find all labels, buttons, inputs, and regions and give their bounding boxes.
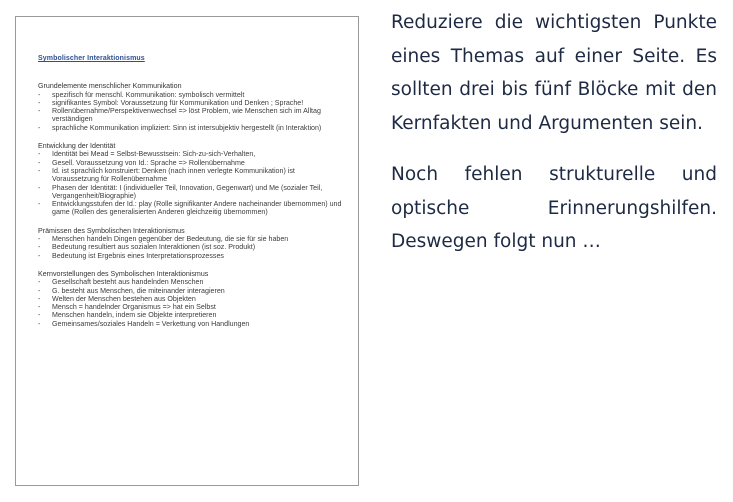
bullet-dash: - bbox=[38, 200, 41, 209]
list-item bbox=[38, 159, 343, 167]
list-item-text: Gesellschaft besteht aus handelnden Menschen bbox=[52, 278, 204, 287]
list-item-text: Bedeutung ist Ergebnis eines Interpretationsprozesses bbox=[52, 251, 224, 260]
list-item-text: Entwicklungsstufen der Id.: play (Rolle signifikanter Andere nacheinander übernommen) und game (Rollen des generalisierten Anderen gleichzeitig übernommen) bbox=[52, 200, 342, 217]
section-heading: Entwicklung der Identität bbox=[38, 142, 116, 151]
explanation-paragraph-1: Reduziere die wichtigsten Punkte eines Themas auf einer Seite. Es sollten drei bis fünf Blöcke mit den Kernfakten und Argumenten sein. bbox=[391, 12, 717, 134]
list-item-text: Bedeutung resultiert aus sozialen Interaktionen (ist soz. Produkt) bbox=[52, 243, 256, 252]
list-item-text: Welten der Menschen bestehen aus Objekten bbox=[52, 294, 196, 303]
document-content bbox=[38, 55, 343, 338]
document-page bbox=[15, 16, 359, 486]
list-item bbox=[38, 311, 343, 319]
list-item-text: Mensch = handelnder Organismus => hat ein Selbst bbox=[52, 303, 216, 312]
document-section bbox=[38, 270, 343, 328]
bullet-dash: - bbox=[38, 90, 41, 99]
list-item bbox=[38, 252, 343, 260]
bullet-dash: - bbox=[38, 251, 41, 260]
bullet-dash: - bbox=[38, 319, 41, 328]
section-heading: Grundelemente menschlicher Kommunikation bbox=[38, 82, 182, 91]
list-item-text: Menschen handeln Dingen gegenüber der Bedeutung, die sie für sie haben bbox=[52, 235, 289, 244]
list-item-text: Id. ist sprachlich konstruiert: Denken (nach innen verlegte Kommunikation) ist Voraussetzung für Rollenübernahme bbox=[52, 166, 295, 184]
bullet-dash: - bbox=[38, 311, 41, 320]
list-item bbox=[38, 295, 343, 303]
list-item bbox=[38, 184, 343, 201]
list-item bbox=[38, 99, 343, 107]
bullet-dash: - bbox=[38, 98, 41, 107]
list-item bbox=[38, 91, 343, 99]
document-section bbox=[38, 82, 343, 132]
list-item-text: Menschen handeln, indem sie Objekte interpretieren bbox=[52, 311, 217, 320]
bullet-dash: - bbox=[38, 158, 41, 167]
list-item-text: Rollenübernahme/Perspektivenwechsel => löst Problem, wie Menschen sich im Alltag verständigen bbox=[52, 107, 321, 124]
list-item bbox=[38, 320, 343, 328]
bullet-dash: - bbox=[38, 107, 41, 116]
bullet-dash: - bbox=[38, 166, 41, 175]
bullet-dash: - bbox=[38, 183, 41, 192]
list-item bbox=[38, 200, 343, 217]
list-item-text: Gemeinsames/soziales Handeln = Verkettung von Handlungen bbox=[52, 319, 250, 328]
list-item bbox=[38, 243, 343, 251]
bullet-dash: - bbox=[38, 150, 41, 159]
list-item-text: spezifisch für menschl. Kommunikation: symbolisch vermittelt bbox=[52, 90, 245, 99]
bullet-dash: - bbox=[38, 235, 41, 244]
list-item bbox=[38, 287, 343, 295]
list-item-text: sprachliche Kommunikation impliziert: Sinn ist intersubjektiv hergestellt (in Interaktion) bbox=[52, 123, 322, 132]
explanation-text bbox=[391, 6, 717, 259]
list-item bbox=[38, 150, 343, 158]
list-item-text: G. besteht aus Menschen, die miteinander interagieren bbox=[52, 286, 225, 295]
bullet-dash: - bbox=[38, 286, 41, 295]
list-item bbox=[38, 278, 343, 286]
section-heading: Kernvorstellungen des Symbolischen Interaktionismus bbox=[38, 269, 209, 278]
list-item bbox=[38, 124, 343, 132]
list-item bbox=[38, 107, 343, 124]
bullet-dash: - bbox=[38, 243, 41, 252]
bullet-dash: - bbox=[38, 294, 41, 303]
bullet-dash: - bbox=[38, 123, 41, 132]
list-item bbox=[38, 235, 343, 243]
document-section bbox=[38, 142, 343, 217]
list-item bbox=[38, 167, 343, 184]
document-title: Symbolischer Interaktionismus bbox=[38, 55, 145, 62]
list-item bbox=[38, 303, 343, 311]
bullet-dash: - bbox=[38, 303, 41, 312]
bullet-dash: - bbox=[38, 278, 41, 287]
list-item-text: Phasen der Identität: I (individueller Teil, Innovation, Gegenwart) und Me (sozialer Teil, Vergangenheit/Biographie) bbox=[52, 183, 323, 200]
explanation-paragraph-2: Noch fehlen strukturelle und optische Erinnerungshilfen. Deswegen folgt nun … bbox=[391, 164, 717, 252]
document-section bbox=[38, 227, 343, 260]
list-item-text: Identität bei Mead = Selbst-Bewusstsein: Sich-zu-sich-Verhalten, bbox=[52, 150, 256, 159]
list-item-text: signifikantes Symbol: Voraussetzung für Kommunikation und Denken ; Sprache! bbox=[52, 98, 304, 107]
section-heading: Prämissen des Symbolischen Interaktionismus bbox=[38, 226, 185, 235]
document-sections bbox=[38, 82, 343, 328]
list-item-text: Gesell. Voraussetzung von Id.: Sprache => Rollenübernahme bbox=[52, 158, 245, 167]
